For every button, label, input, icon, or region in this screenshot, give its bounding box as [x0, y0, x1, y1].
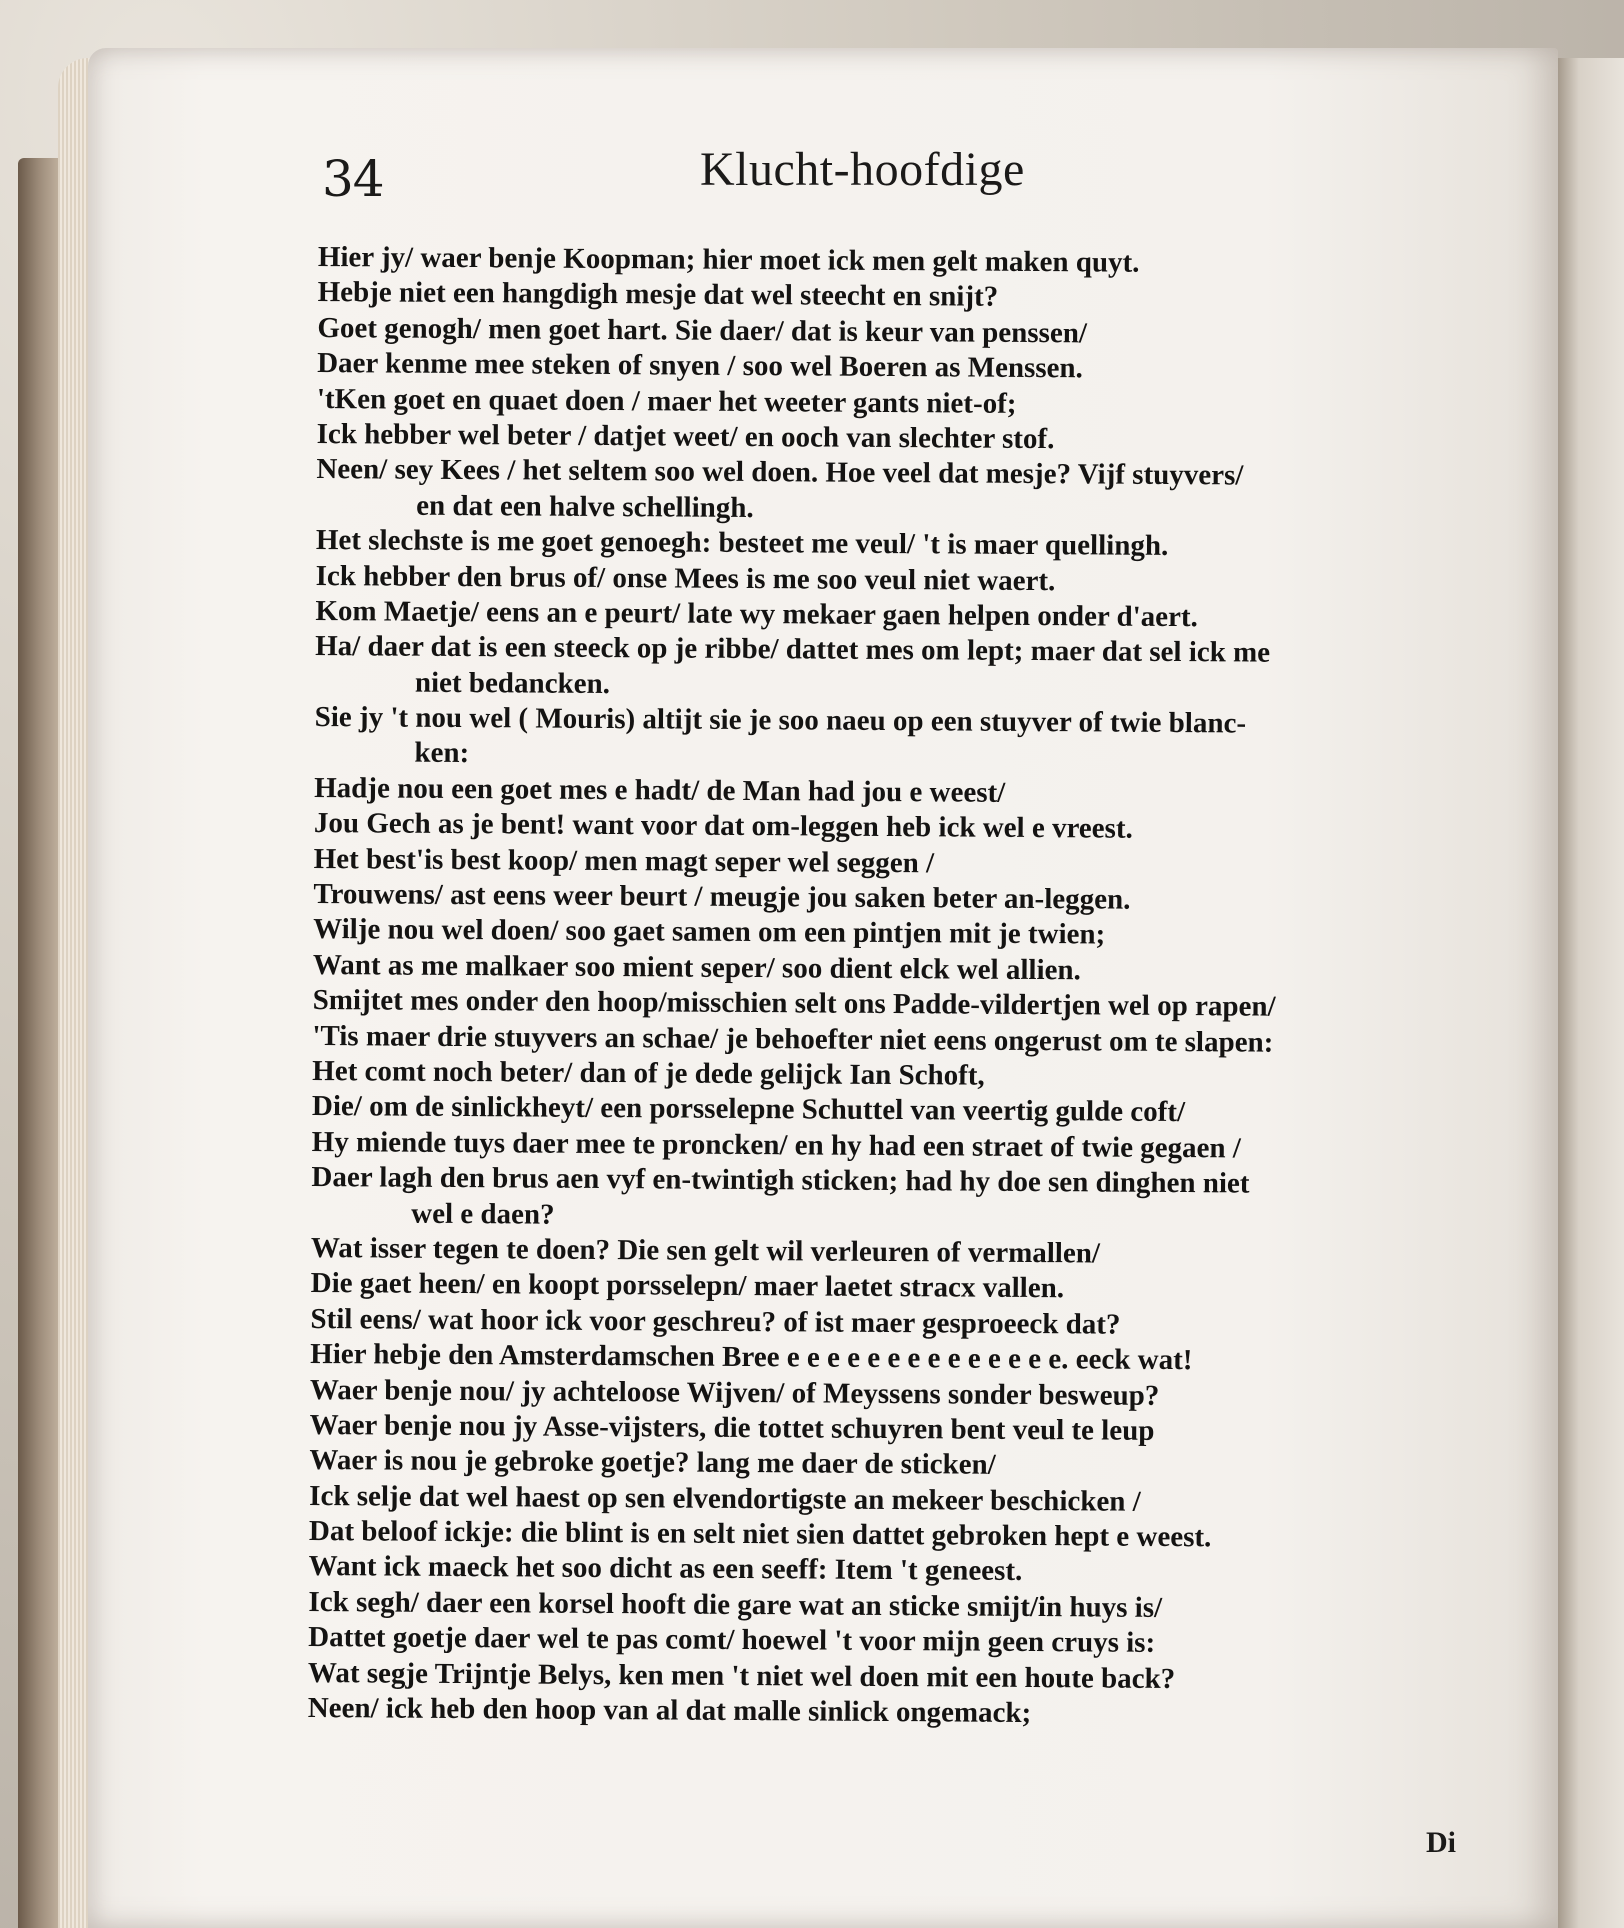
verse-line: Waer is nou je gebroke goetje? lang me daer de sticken/ [309, 1444, 996, 1482]
verse-line: Die/ om de sinlickheyt/ een porsselepne Schuttel van veertig gulde coft/ [311, 1090, 1186, 1129]
verse-line: Jou Gech as je bent! want voor dat om-leggen heb ick wel e vreest. [313, 807, 1133, 845]
verse-line: Hy miende tuys daer mee te proncken/ en hy had een straet of twie gegaen / [311, 1125, 1242, 1165]
verse-line: Sie jy 't nou wel ( Mouris) altijt sie je soo naeu op een stuyver of twie blanc- [314, 701, 1247, 740]
verse-line: en dat een halve schellingh. [416, 489, 754, 524]
verse-line: Waer benje nou jy Asse-vijsters, die tottet schuyren bent veul te leup [309, 1408, 1155, 1447]
running-head: Klucht-hoofdige [700, 143, 1025, 196]
verse-line: Stil eens/ wat hoor ick voor geschreu? of ist maer gesproeeck dat? [310, 1302, 1121, 1341]
verse-line: Dattet goetje daer wel te pas comt/ hoewel 't voor mijn geen cruys is: [308, 1621, 1156, 1660]
verse-line: Hebje niet een hangdigh mesje dat wel steecht en snijt? [317, 276, 999, 314]
verse-line: Wat isser tegen te doen? Die sen gelt wil verleuren of vermallen/ [310, 1231, 1101, 1270]
verse-line: Daer lagh den brus aen vyf en-twintigh sticken; had hy doe sen dinghen niet [311, 1161, 1250, 1200]
verse-line: Dat beloof ickje: die blint is en selt niet sien dattet gebroken hept e weest. [308, 1515, 1212, 1554]
verse-line: Hadje nou een goet mes e hadt/ de Man had jou e weest/ [314, 771, 1006, 809]
verse-line: Daer kenme mee steken of snyen / soo wel Boeren as Menssen. [317, 347, 1083, 385]
verse-line: 'Tis maer drie stuyvers an schae/ je behoefter niet eens ongerust om te slapen: [312, 1019, 1274, 1059]
verse-line: Smijtet mes onder den hoop/misschien selt ons Padde-vildertjen wel op rapen/ [312, 984, 1276, 1023]
verse-line: Want as me malkaer soo mient seper/ soo dient elck wel allien. [312, 948, 1081, 987]
verse-line: Goet genogh/ men goet hart. Sie daer/ dat is keur van penssen/ [317, 311, 1088, 350]
catchword: Di [1426, 1826, 1456, 1859]
verse-line: wel e daen? [411, 1197, 555, 1231]
verse-line: Neen/ ick heb den hoop van al dat malle sinlick ongemack; [307, 1691, 1032, 1730]
verse-line: Hier hebje den Amsterdamschen Bree e e e e e e e e e e e e e e. eeck wat! [310, 1338, 1193, 1377]
verse-line: Wilje nou wel doen/ soo gaet samen om een pintjen mit je twien; [313, 913, 1106, 951]
verse-line: Die gaet heen/ en koopt porsselepn/ maer laetet stracx vallen. [310, 1267, 1065, 1305]
verse-line: Ick segh/ daer een korsel hooft die gare wat an sticke smijt/in huys is/ [308, 1585, 1163, 1624]
verse-line: Het slechste is me goet genoegh: besteet me veul/ 't is maer quellingh. [315, 524, 1169, 563]
verse-text-block [308, 240, 1488, 1735]
verse-line: Waer benje nou/ jy achteloose Wijven/ of Meyssens sonder besweup? [309, 1373, 1160, 1412]
verse-line: 'tKen goet en quaet doen / maer het weeter gants niet-of; [316, 382, 1017, 420]
verse-line: Hier jy/ waer benje Koopman; hier moet ick men gelt maken quyt. [317, 240, 1140, 279]
verse-line: niet bedancken. [414, 666, 611, 700]
verse-line: Neen/ sey Kees / het seltem soo wel doen. Hoe veel dat mesje? Vijf stuyvers/ [316, 453, 1244, 492]
verse-line: Ick hebber wel beter / datjet weet/ en ooch van slechter stof. [316, 417, 1055, 456]
facing-page-edge [1558, 58, 1624, 1928]
verse-line: Wat segje Trijntje Belys, ken men 't niet wel doen mit een houte back? [307, 1656, 1176, 1695]
verse-line: Het comt noch beter/ dan of je dede gelijck Ian Schoft, [312, 1054, 985, 1092]
verse-line: Ick selje dat wel haest op sen elvendortigste an mekeer beschicken / [309, 1479, 1141, 1518]
verse-line: Want ick maeck het soo dicht as een seeff: Item 't geneest. [308, 1550, 1023, 1588]
page-number: 34 [322, 150, 384, 208]
verse-line: Ick hebber den brus of/ onse Mees is me soo veul niet waert. [315, 559, 1056, 597]
verse-line: Het best'is best koop/ men magt seper wel seggen / [313, 842, 935, 879]
verse-line: Trouwens/ ast eens weer beurt / meugje jou saken beter an-leggen. [313, 878, 1131, 916]
verse-line: Kom Maetje/ eens an e peurt/ late wy mekaer gaen helpen onder d'aert. [315, 594, 1198, 634]
verse-line: Ha/ daer dat is een steeck op je ribbe/ dattet mes om lept; maer dat sel ick me [315, 630, 1271, 669]
verse-line: ken: [414, 737, 470, 770]
